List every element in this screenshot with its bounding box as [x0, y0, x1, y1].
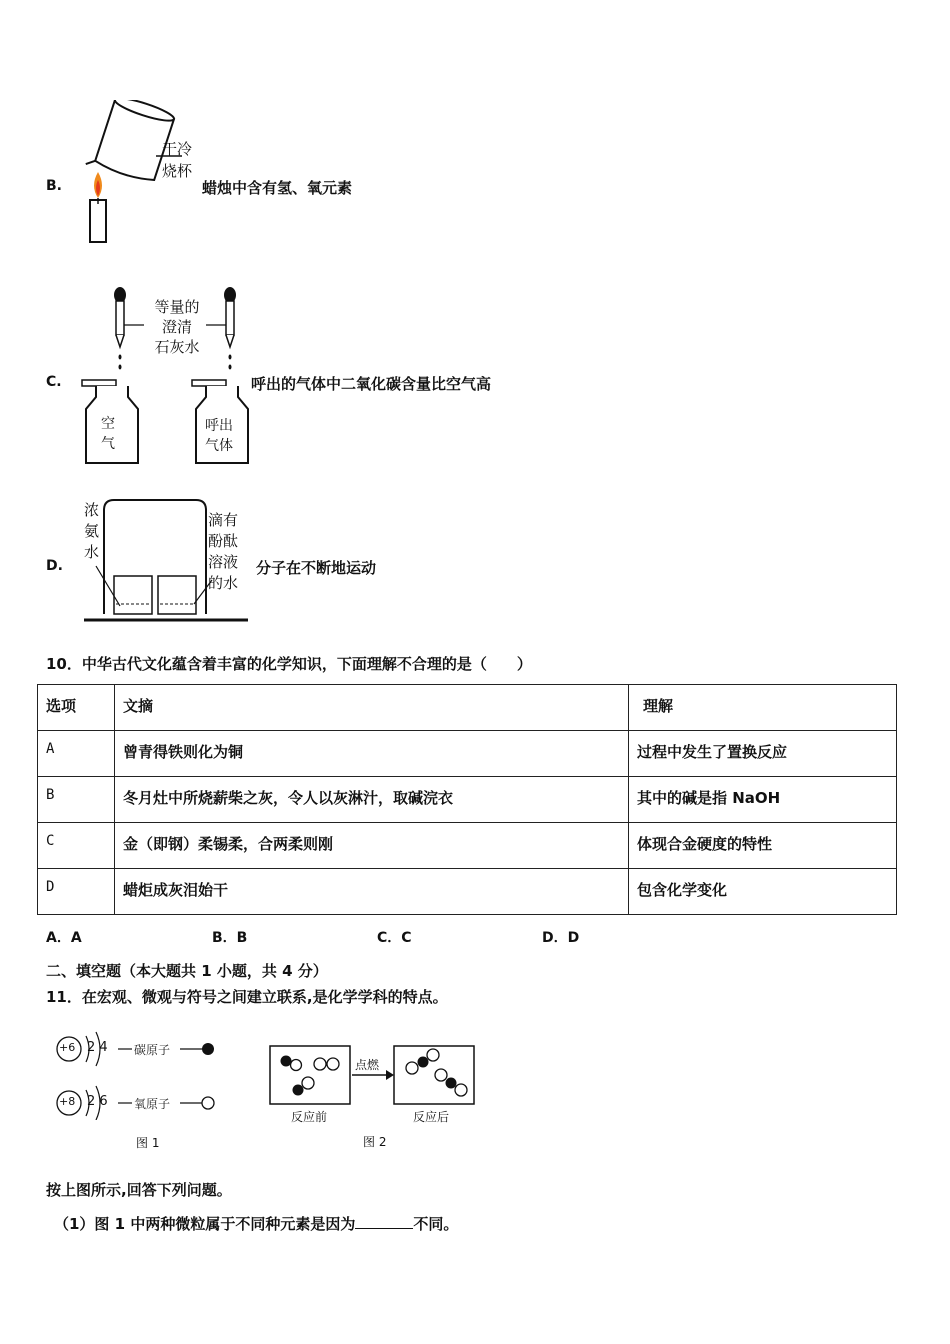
q10-stem: 10．中华古代文化蕴含着丰富的化学知识，下面理解不合理的是（ ） — [46, 655, 532, 673]
option-d-text: 分子在不断地运动 — [256, 559, 377, 577]
option-c-letter: C. — [46, 374, 62, 390]
candle-icon — [90, 200, 106, 242]
exhaled-label-line1: 呼出 — [205, 418, 233, 434]
row-a-option: A — [38, 731, 115, 777]
exhaled-bottle-label — [205, 416, 233, 456]
carbon-atom-dot-icon — [202, 1043, 214, 1055]
dropper-right-icon — [224, 287, 236, 370]
table-row — [38, 731, 897, 777]
phenolphthalein-label-line1: 滴有 — [208, 511, 239, 529]
q10-choice-a: A．A — [46, 930, 82, 946]
row-d-excerpt: 蜡炬成灰泪始干 — [115, 869, 629, 915]
row-c-option: C — [38, 823, 115, 869]
row-c-excerpt: 金（即钢）柔锡柔，合两柔则刚 — [115, 823, 629, 869]
oxygen-atom-dot-icon — [202, 1097, 214, 1109]
option-b-text: 蜡烛中含有氢、氧元素 — [202, 179, 353, 197]
row-b-option: B — [38, 777, 115, 823]
beaker-label — [162, 138, 192, 182]
row-c-understanding: 体现合金硬度的特性 — [629, 823, 897, 869]
header-option: 选项 — [38, 685, 115, 731]
ammonia-label-line3: 水 — [84, 543, 100, 561]
option-d-letter: D. — [46, 558, 63, 574]
header-excerpt: 文摘 — [115, 685, 629, 731]
header-understanding: 理解 — [629, 685, 897, 731]
air-label-line2: 气 — [101, 436, 115, 452]
phenolphthalein-beaker — [158, 576, 196, 614]
q11-sub1 — [54, 1213, 458, 1234]
row-b-understanding: 其中的碱是指 NaOH — [629, 777, 897, 823]
air-bottle-label — [101, 414, 115, 454]
ammonia-label-line1: 浓 — [84, 501, 100, 519]
carbon-nucleus-charge: +6 — [59, 1041, 76, 1054]
before-reaction-label: 反应前 — [291, 1110, 328, 1124]
table-row — [38, 869, 897, 915]
dropper-left-icon — [114, 287, 126, 370]
q11-stem: 11．在宏观、微观与符号之间建立联系,是化学学科的特点。 — [46, 988, 448, 1006]
arrow-icon — [386, 1070, 394, 1080]
phenolphthalein-label — [208, 510, 238, 594]
ammonia-label — [84, 500, 99, 563]
limewater-label-line2: 澄清 — [161, 318, 192, 336]
phenolphthalein-label-line2: 酚酞 — [208, 532, 239, 550]
q10-choice-c: C．C — [377, 930, 412, 946]
q11-prompt: 按上图所示,回答下列问题。 — [46, 1181, 232, 1199]
q10-table — [37, 684, 897, 915]
oxygen-atom-label: 氧原子 — [134, 1097, 171, 1111]
limewater-label-line3: 石灰水 — [154, 338, 200, 356]
option-b-letter: B. — [46, 178, 62, 194]
q11-sub1-blank[interactable] — [355, 1214, 413, 1229]
exhaled-label-line2: 气体 — [205, 438, 233, 454]
oxygen-nucleus-charge: +8 — [59, 1095, 76, 1108]
q10-choice-d: D．D — [542, 930, 580, 946]
air-label-line1: 空 — [101, 416, 115, 432]
carbon-shell-electrons: 2 4 — [87, 1040, 108, 1055]
fig1-caption: 图 1 — [136, 1136, 160, 1150]
row-a-understanding: 过程中发生了置换反应 — [629, 731, 897, 777]
q10-choice-b: B．B — [212, 930, 248, 946]
row-b-excerpt: 冬月灶中所烧薪柴之灰，令人以灰淋汁，取碱浣衣 — [115, 777, 629, 823]
ammonia-beaker — [114, 576, 152, 614]
phenolphthalein-label-line3: 溶液 — [208, 553, 239, 571]
phenolphthalein-label-line4: 的水 — [208, 574, 239, 592]
limewater-label — [146, 297, 208, 357]
ignite-label: 点燃 — [355, 1058, 380, 1072]
after-reaction-label: 反应后 — [413, 1110, 450, 1124]
oxygen-shell-electrons: 2 6 — [87, 1094, 108, 1109]
beaker-label-line1: 干冷 — [162, 140, 193, 158]
row-a-excerpt: 曾青得铁则化为铜 — [115, 731, 629, 777]
ammonia-label-line2: 氨 — [84, 522, 100, 540]
table-row — [38, 823, 897, 869]
reaction-figure — [266, 1044, 478, 1108]
option-c-text: 呼出的气体中二氧化碳含量比空气高 — [251, 375, 492, 393]
row-d-option: D — [38, 869, 115, 915]
beaker-label-line2: 烧杯 — [162, 162, 193, 180]
fig2-caption: 图 2 — [363, 1135, 387, 1149]
table-header-row — [38, 685, 897, 731]
limewater-label-line1: 等量的 — [154, 298, 200, 316]
row-d-understanding: 包含化学变化 — [629, 869, 897, 915]
before-reaction-box — [270, 1046, 350, 1104]
carbon-atom-label: 碳原子 — [134, 1043, 171, 1057]
table-row — [38, 777, 897, 823]
q11-sub1-text: （1）图 1 中两种微粒属于不同种元素是因为 — [54, 1215, 356, 1233]
q11-sub1-end: 不同。 — [413, 1215, 459, 1233]
section2-heading: 二、填空题（本大题共 1 小题，共 4 分） — [46, 962, 328, 980]
